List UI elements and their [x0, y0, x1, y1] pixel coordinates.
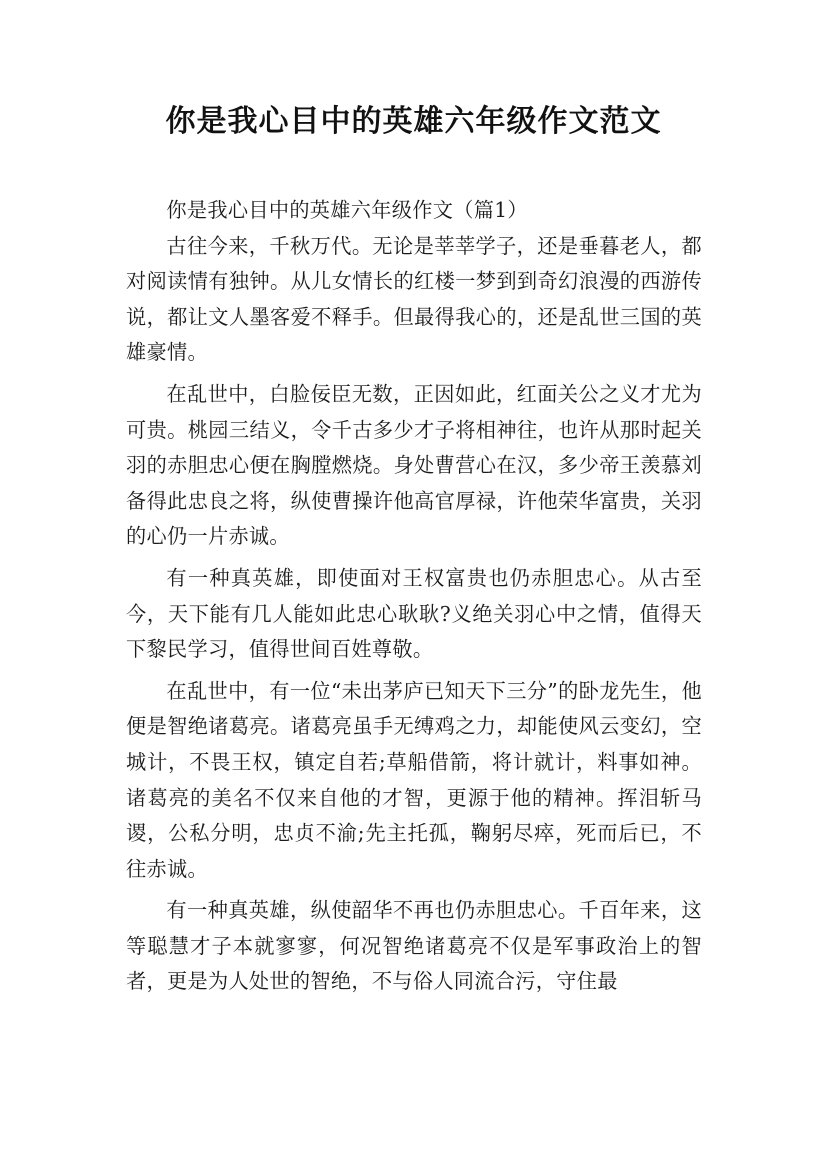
document-title: 你是我心目中的英雄六年级作文范文 — [165, 104, 662, 139]
paragraph: 古往今来，千秋万代。无论是莘莘学子，还是垂暮老人，都对阅读情有独钟。从儿女情长的红楼一梦到到奇幻浪漫的西游传说，都让文人墨客爱不释手。但最得我心的，还是乱世三国的英雄豪情。 — [126, 233, 702, 365]
paragraph: 在乱世中，有一位“未出茅庐已知天下三分”的卧龙先生，他便是智绝诸葛亮。诸葛亮虽手无缚鸡之力，却能使风云变幻，空城计，不畏王权，镇定自若;草船借箭，将计就计，料事如神。诸葛亮的美名不仅来自他的才智，更源于他的精神。挥泪斩马谡，公私分明，忠贞不渝;先主托孤，鞠躬尽瘁，死而后已，不往赤诚。 — [126, 678, 702, 881]
document-body — [126, 193, 702, 1000]
paragraph: 有一种真英雄，即使面对王权富贵也仍赤胆忠心。从古至今，天下能有几人能如此忠心耿耿?义绝关羽心中之情，值得天下黎民学习，值得世间百姓尊敬。 — [126, 565, 702, 662]
section-heading: 你是我心目中的英雄六年级作文（篇1） — [166, 198, 528, 222]
paragraph: 有一种真英雄，纵使韶华不再也仍赤胆忠心。千百年来，这等聪慧才子本就寥寥，何况智绝诸葛亮不仅是军事政治上的智者，更是为人处世的智绝，不与俗人同流合污，守住最 — [126, 898, 702, 994]
paragraph: 在乱世中，白脸佞臣无数，正因如此，红面关公之义才尤为可贵。桃园三结义，令千古多少才子将相神往，也许从那时起关羽的赤胆忠心便在胸膛燃烧。身处曹营心在汉，多少帝王羡慕刘备得此忠良之将，纵使曹操许他高官厚禄，许他荣华富贵，关羽的心仍一片赤诚。 — [126, 381, 702, 549]
